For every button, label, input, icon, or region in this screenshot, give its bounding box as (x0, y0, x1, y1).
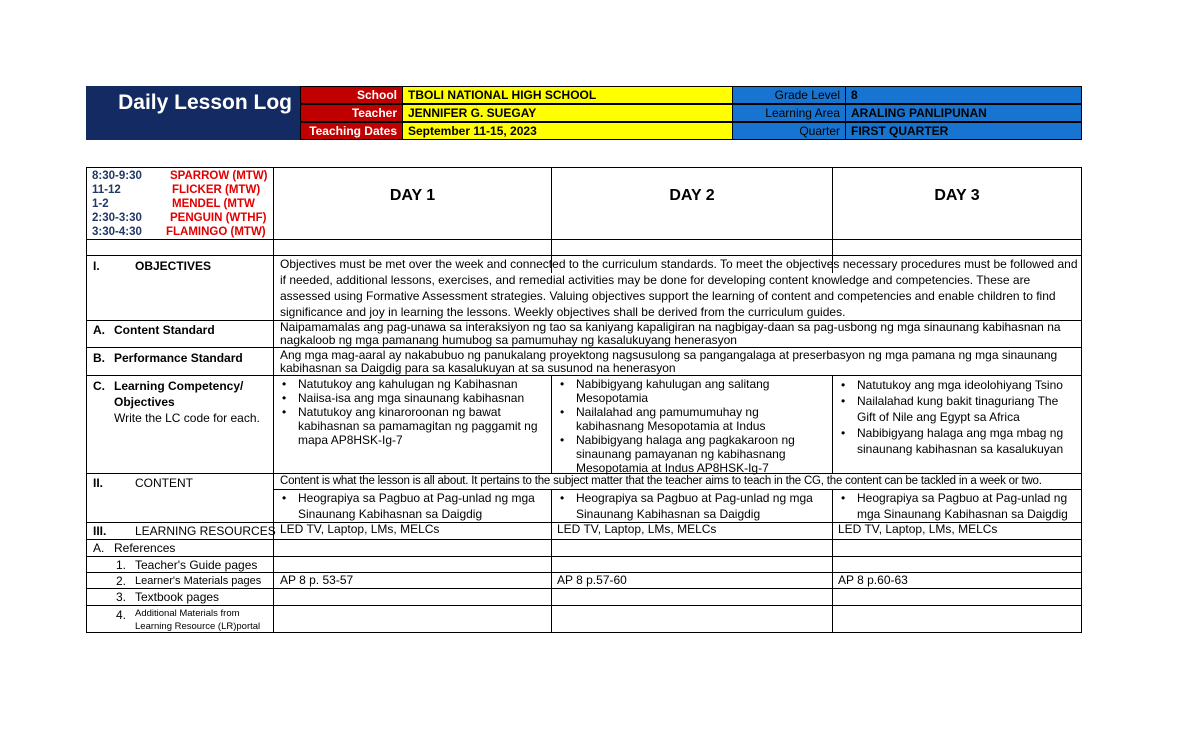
class-schedule (92, 169, 268, 239)
content-standard-number: A. (93, 323, 105, 337)
list-item: • Nailalahad ang pamumumuhay ng kabihasnang Mesopotamia at Indus (554, 405, 824, 433)
competency-day-1-list (276, 377, 548, 447)
reference-number: 2. (116, 574, 127, 588)
lesson-table (86, 167, 1082, 633)
table-border (86, 167, 87, 633)
resources-day-1: LED TV, Laptop, LMs, MELCs (280, 522, 440, 536)
quarter-value: FIRST QUARTER (845, 122, 1082, 140)
teaching-dates-value: September 11-15, 2023 (402, 122, 733, 140)
reference-number: 4. (116, 608, 127, 622)
page-title: Daily Lesson Log (86, 86, 300, 140)
performance-standard-label: Performance Standard (114, 351, 243, 365)
performance-standard-number: B. (93, 351, 105, 365)
school-value: TBOLI NATIONAL HIGH SCHOOL (402, 86, 733, 104)
list-item: • Nabibigyang halaga ang mga mbag ng sinaunang kabihasnan sa kasalukuyan (835, 425, 1079, 457)
column-divider (273, 167, 274, 633)
grade-level-label: Grade Level (732, 86, 846, 104)
lesson-log-header (86, 86, 1082, 140)
schedule-class: FLICKER (MTW) (172, 184, 261, 196)
competency-day-2-list (554, 377, 824, 475)
content-day-2-list (554, 490, 826, 522)
list-item: • Nabibigyang halaga ang pagkakaroon ng sinaunang pamayanan ng kabihasnang Mesopotamia at Indus AP8HSK-Ig-7 (554, 433, 824, 475)
schedule-row (92, 197, 268, 211)
column-divider (551, 489, 552, 633)
row-divider (86, 375, 1082, 376)
objectives-text: Objectives must be met over the week and connected to the curriculum standards. To meet the objectives necessary procedures must be followed and if needed, additional lessons, exercises, and remedial activities may be done for developing content knowledge and competencies. These are assessed using Formative Assessment strategies. Valuing objectives support the learning of content and competencies and enable children to find significance and joy in learning the lessons. Weekly objectives shall be derived from the curriculum guides. (280, 257, 1078, 319)
objectives-number: I. (93, 259, 100, 273)
school-label: School (300, 86, 403, 104)
competency-instruction: Write the LC code for each. (114, 411, 260, 425)
content-number: II. (93, 476, 104, 490)
reference-label: Additional Materials from Learning Resource (LR)portal (135, 608, 261, 632)
reference-label: Teacher's Guide pages (135, 558, 258, 572)
schedule-time: 2:30-3:30 (92, 212, 142, 224)
content-standard-label: Content Standard (114, 323, 215, 337)
teacher-label: Teacher (300, 104, 403, 122)
reference-day-3: AP 8 p.60-63 (838, 573, 908, 587)
list-item: • Heograpiya sa Pagbuo at Pag-unlad ng mga Sinaunang Kabihasnan sa Daigdig (276, 490, 548, 522)
performance-standard-text: Ang mga mag-aaral ay nakabubuo ng panukalang proyektong nagsusulong sa pangangalaga at preserbasyon ng mga pamana ng mga sinaunang kabihasnan sa Daigdig para sa kasalukuyan at sa susunod na henerasyon (280, 348, 1058, 375)
competency-day-3-list (835, 377, 1079, 457)
quarter-label: Quarter (732, 122, 846, 140)
resources-number: III. (93, 524, 107, 538)
content-standard-text: Naipamamalas ang pag-unawa sa interaksiyon ng tao sa kaniyang kapaligiran na nagbigay-daan sa pag-usbong ng mga sinaunang kabihasnan na nagkaloob ng mga pamanang humubog sa pamumuhay ng kasalukuyang henerasyon (280, 320, 1061, 347)
competency-label: Learning Competency/ Objectives (114, 379, 244, 409)
learning-area-label: Learning Area (732, 104, 846, 122)
list-item: • Nailalahad kung bakit tinaguriang The Gift of Nile ang Egypt sa Africa (835, 393, 1079, 425)
reference-label: Textbook pages (135, 590, 220, 604)
day-2-header: DAY 2 (669, 187, 715, 204)
table-border (1081, 167, 1082, 633)
schedule-row (92, 183, 268, 197)
content-label: CONTENT (135, 476, 193, 490)
references-number: A. (93, 541, 105, 555)
schedule-time: 1-2 (92, 198, 109, 210)
objectives-label: OBJECTIVES (135, 259, 212, 273)
competency-number: C. (93, 379, 105, 393)
schedule-time: 8:30-9:30 (92, 170, 142, 182)
reference-label: Learner's Materials pages (135, 575, 262, 587)
teaching-dates-label: Teaching Dates (300, 122, 403, 140)
teacher-value: JENNIFER G. SUEGAY (402, 104, 733, 122)
row-divider (86, 605, 1082, 606)
schedule-time: 11-12 (92, 184, 121, 196)
day-3-header: DAY 3 (934, 187, 980, 204)
resources-label: LEARNING RESOURCES (135, 524, 276, 538)
list-item: • Naiisa-isa ang mga sinaunang kabihasnan (276, 391, 548, 405)
list-item: • Natutukoy ang kinaroroonan ng bawat kabihasnan sa pamamagitan ng paggamit ng mapa AP8HSK-Ig-7 (276, 405, 548, 447)
row-divider (86, 239, 1082, 240)
schedule-class: SPARROW (MTW) (170, 170, 268, 182)
resources-day-2: LED TV, Laptop, LMs, MELCs (557, 522, 717, 536)
list-item: • Natutukoy ang mga ideolohiyang Tsino (835, 377, 1079, 393)
column-divider (832, 489, 833, 633)
reference-day-2: AP 8 p.57-60 (557, 573, 627, 587)
list-item: • Natutukoy ang kahulugan ng Kabihasnan (276, 377, 548, 391)
reference-number: 3. (116, 590, 127, 604)
table-border (86, 167, 1082, 168)
schedule-class: FLAMINGO (MTW) (166, 226, 266, 238)
reference-number: 1. (116, 558, 127, 572)
schedule-row (92, 225, 268, 239)
day-1-header: DAY 1 (389, 187, 436, 204)
references-label: References (114, 541, 176, 555)
schedule-time: 3:30-4:30 (92, 226, 142, 238)
content-day-1-list (276, 490, 548, 522)
schedule-row (92, 169, 268, 183)
content-day-3-list (835, 490, 1079, 522)
resources-day-3: LED TV, Laptop, LMs, MELCs (838, 522, 998, 536)
reference-day-1: AP 8 p. 53-57 (280, 573, 354, 587)
list-item: • Heograpiya sa Pagbuo at Pag-unlad ng mga Sinaunang Kabihasnan sa Daigdig (835, 490, 1079, 522)
list-item: • Nabibigyang kahulugan ang salitang Mesopotamia (554, 377, 824, 405)
list-item: • Heograpiya sa Pagbuo at Pag-unlad ng mga Sinaunang Kabihasnan sa Daigdig (554, 490, 826, 522)
schedule-row (92, 211, 268, 225)
learning-area-value: ARALING PANLIPUNAN (845, 104, 1082, 122)
schedule-class: MENDEL (MTW (172, 198, 255, 210)
column-divider (832, 375, 833, 473)
schedule-class: PENGUIN (WTHF) (170, 212, 267, 224)
row-divider (86, 539, 1082, 540)
column-divider (551, 375, 552, 473)
grade-level-value: 8 (845, 86, 1082, 104)
content-text: Content is what the lesson is all about. It pertains to the subject matter that the teacher aims to teach in the CG, the content can be tackled in a week or two. (280, 475, 1042, 487)
